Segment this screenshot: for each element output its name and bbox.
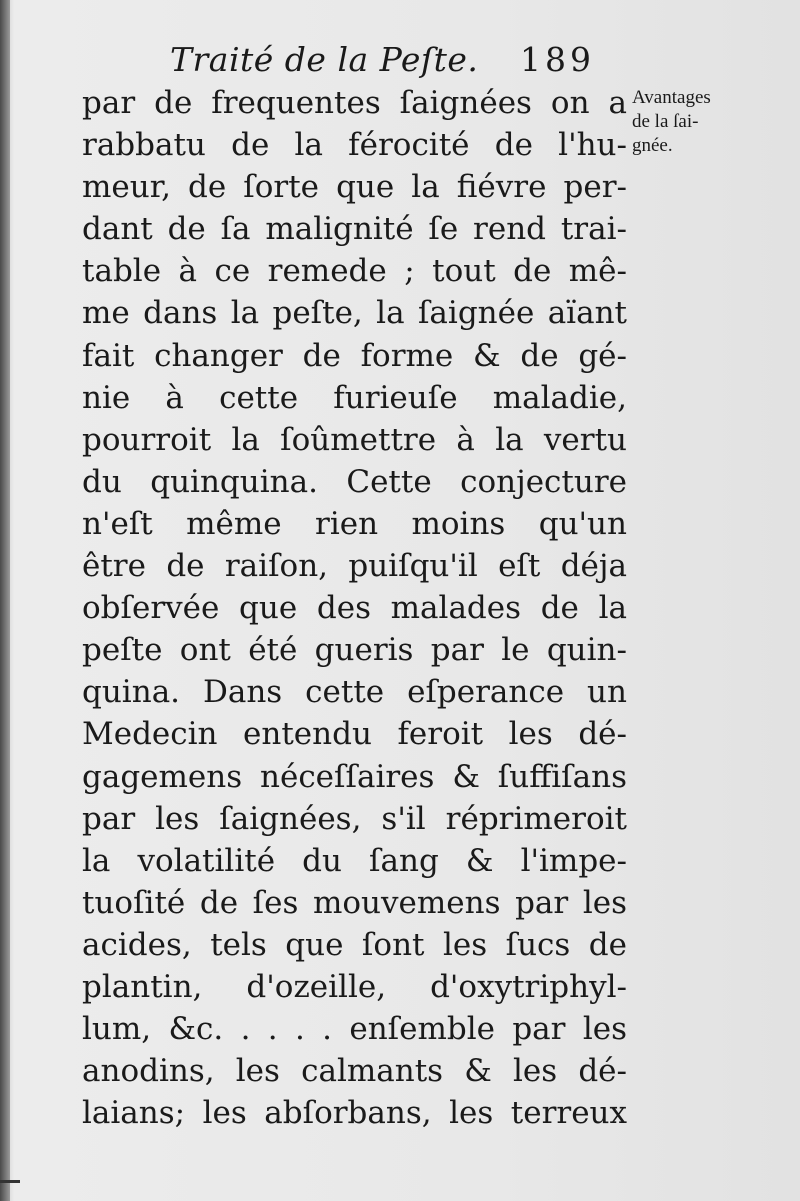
text-line: par de frequentes ſaignées on a [82, 85, 627, 121]
text-line: par les ſaignées, s'il réprimeroit [82, 800, 627, 837]
text-line: rabbatu de la férocité de l'hu- [82, 127, 627, 164]
text-line: la volatilité du ſang & l'impe- [82, 842, 627, 879]
text-line: nie à cette furieuſe maladie, [82, 379, 627, 416]
margin-note-line: de la ſai- [632, 111, 699, 132]
margin-note-line: Avantages [632, 87, 711, 108]
text-line: laians; les abſorbans, les terreux [82, 1095, 627, 1132]
text-line: peſte ont été gueris par le quin- [82, 632, 627, 669]
text-line: pourroit la ſoûmettre à la vertu [82, 421, 627, 458]
margin-note [632, 86, 792, 158]
text-line: acides, tels que ſont les ſucs de [82, 926, 627, 963]
body-text [82, 82, 627, 1134]
page-edge-mark [0, 1180, 20, 1183]
page-number: 189 [520, 40, 595, 79]
margin-note-line: gnée. [632, 135, 673, 156]
text-line: Medecin entendu feroit les dé- [82, 716, 627, 753]
text-line: dant de ſa malignité ſe rend trai- [82, 211, 627, 248]
text-line: table à ce remede ; tout de mê- [82, 253, 627, 290]
text-line: obſervée que des malades de la [82, 590, 627, 627]
text-line: quina. Dans cette eſperance un [82, 674, 627, 711]
text-line: gagemens néceſſaires & ſuffiſans [82, 758, 627, 795]
text-line: tuoſité de ſes mouvemens par les [82, 884, 627, 921]
text-line: lum, &c. . . . . enſemble par les [82, 1011, 627, 1048]
text-line: être de raiſon, puiſqu'il eſt déja [82, 548, 627, 585]
page-spine-shadow [0, 0, 10, 1201]
text-line: me dans la peſte, la ſaignée aïant [82, 295, 627, 332]
text-line: fait changer de forme & de gé- [82, 337, 627, 374]
text-line: anodins, les calmants & les dé- [82, 1053, 627, 1090]
running-title: Traité de la Peſte. [170, 40, 479, 79]
text-line: du quinquina. Cette conjecture [82, 463, 627, 500]
text-line: meur, de ſorte que la fiévre per- [82, 169, 627, 206]
text-line: n'eſt même rien moins qu'un [82, 505, 627, 542]
text-line: plantin, d'ozeille, d'oxytriphyl- [82, 968, 627, 1005]
